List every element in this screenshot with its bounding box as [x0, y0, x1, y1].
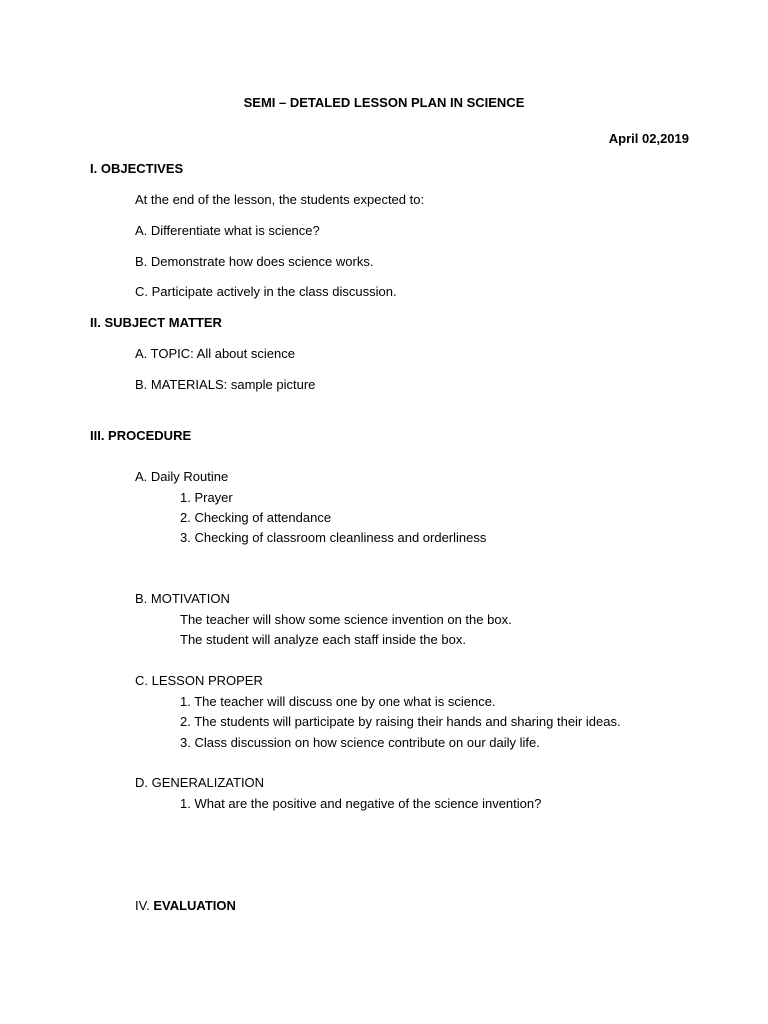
lesson-proper-item: 3. Class discussion on how science contribute on our daily life. [180, 735, 540, 750]
document-title: SEMI – DETALED LESSON PLAN IN SCIENCE [243, 95, 525, 110]
document-date: April 02,2019 [608, 131, 689, 146]
subject-topic: A. TOPIC: All about science [135, 346, 295, 361]
generalization-heading: D. GENERALIZATION [135, 775, 265, 790]
evaluation-label: EVALUATION [153, 898, 236, 913]
objective-item: A. Differentiate what is science? [135, 223, 320, 238]
objectives-heading: I. OBJECTIVES [90, 161, 184, 176]
evaluation-prefix: IV. [135, 898, 154, 913]
motivation-heading: B. MOTIVATION [135, 591, 230, 606]
daily-routine-heading: A. Daily Routine [135, 469, 229, 484]
objective-item: C. Participate actively in the class discussion. [135, 284, 397, 299]
generalization-item: 1. What are the positive and negative of the science invention? [180, 796, 542, 811]
motivation-item: The student will analyze each staff inside the box. [180, 632, 466, 647]
lesson-proper-item: 1. The teacher will discuss one by one what is science. [180, 694, 496, 709]
motivation-item: The teacher will show some science invention on the box. [180, 612, 512, 627]
evaluation-heading [135, 898, 236, 914]
daily-routine-item: 2. Checking of attendance [180, 510, 332, 525]
objectives-intro: At the end of the lesson, the students expected to: [135, 192, 425, 207]
lesson-proper-item: 2. The students will participate by raising their hands and sharing their ideas. [180, 714, 621, 729]
objective-item: B. Demonstrate how does science works. [135, 254, 374, 269]
subject-matter-heading: II. SUBJECT MATTER [90, 315, 222, 330]
subject-materials: B. MATERIALS: sample picture [135, 377, 316, 392]
procedure-heading: III. PROCEDURE [90, 428, 192, 443]
lesson-proper-heading: C. LESSON PROPER [135, 673, 263, 688]
daily-routine-item: 1. Prayer [180, 490, 233, 505]
daily-routine-item: 3. Checking of classroom cleanliness and orderliness [180, 530, 487, 545]
